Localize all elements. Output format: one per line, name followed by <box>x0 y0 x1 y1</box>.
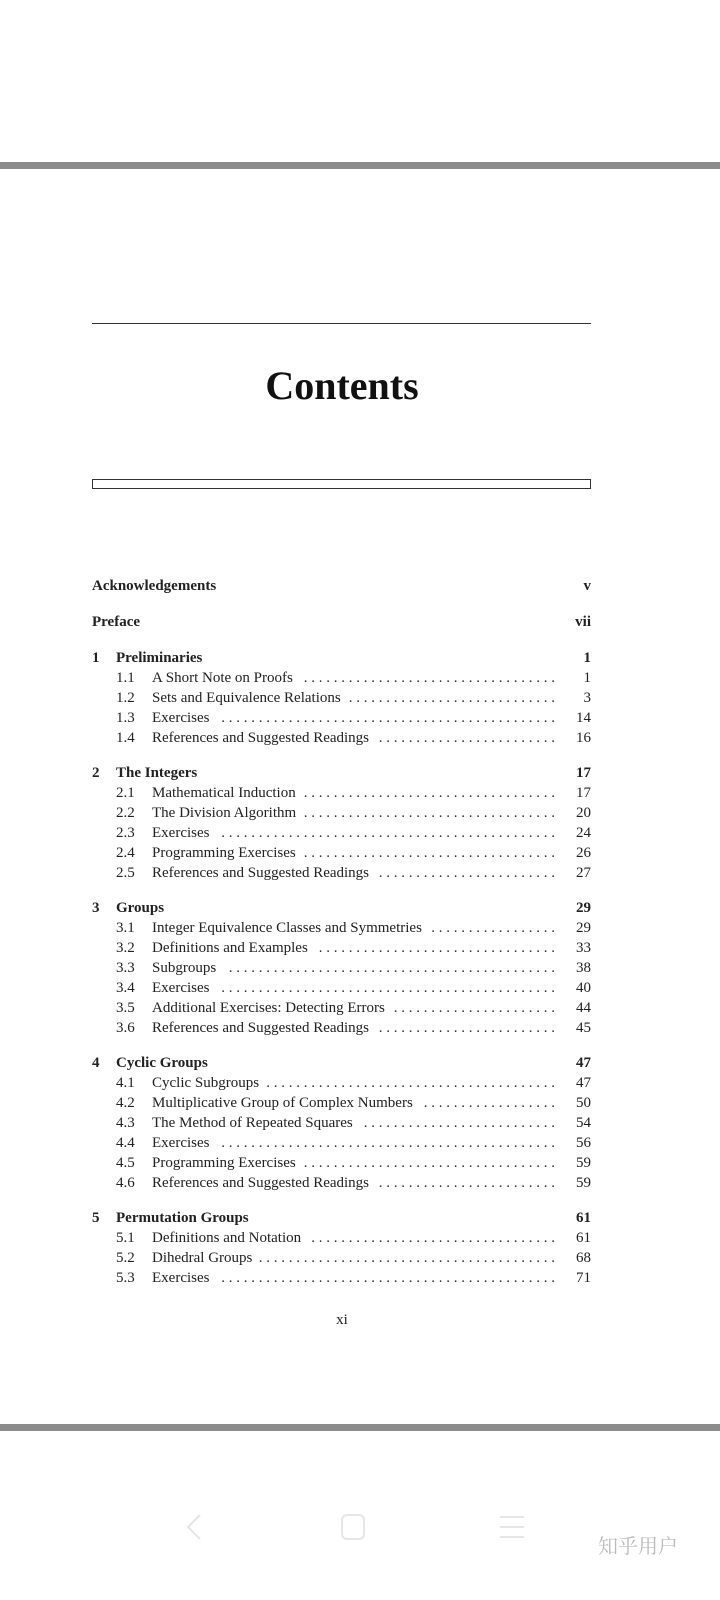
dot-leader: . . . . . . . . . . . . . . . . . . . . . . . . . . . . . . . . . . . . . . . . . . . . . <box>221 980 555 996</box>
toc-section[interactable] <box>92 803 591 823</box>
dot-leader: . . . . . . . . . . . . . . . . . . . . . . . . . . <box>363 1115 555 1131</box>
entry-title: References and Suggested Readings <box>152 1175 370 1191</box>
entry-title: References and Suggested Readings <box>152 865 370 881</box>
entry-number: 4.5 <box>116 1155 135 1171</box>
toc-section[interactable] <box>92 1268 591 1288</box>
entry-page: 68 <box>576 1250 591 1266</box>
entry-title: Permutation Groups <box>116 1210 249 1226</box>
entry-title: The Division Algorithm <box>152 805 297 821</box>
entry-title: Subgroups <box>152 960 217 976</box>
entry-title: Mathematical Induction <box>152 785 296 801</box>
entry-page: 44 <box>576 1000 591 1016</box>
dot-leader: . . . . . . . . . . . . . . . . . . . . . . . . . . . . . . . . . . . . . . . . . . . . . <box>221 710 555 726</box>
dot-leader: . . . . . . . . . . . . . . . . . . . . . . . . . . . . . . . . . . <box>303 1155 555 1171</box>
entry-number: 2.2 <box>116 805 135 821</box>
entry-title: Exercises <box>152 1135 210 1151</box>
entry-number: 3.2 <box>116 940 135 956</box>
entry-page: 47 <box>576 1075 591 1091</box>
entry-number: 3.6 <box>116 1020 135 1036</box>
dot-leader: . . . . . . . . . . . . . . . . . . . . . . . . . . . . <box>348 690 555 706</box>
entry-number: 3 <box>92 900 100 916</box>
entry-page: 56 <box>576 1135 591 1151</box>
dot-leader: . . . . . . . . . . . . . . . . . . . . . . . . . . . . . . . . . . . . . . . . <box>258 1250 555 1266</box>
entry-title: Groups <box>116 900 165 916</box>
toc-section[interactable] <box>92 843 591 863</box>
toc-section[interactable] <box>92 783 591 803</box>
entry-number: 1.2 <box>116 690 135 706</box>
toc-section[interactable] <box>92 668 591 688</box>
entry-page: 61 <box>576 1230 591 1246</box>
entry-page: 50 <box>576 1095 591 1111</box>
entry-page: 59 <box>576 1155 591 1171</box>
entry-title: References and Suggested Readings <box>152 730 370 746</box>
entry-page: 29 <box>576 920 591 936</box>
toc-section[interactable] <box>92 978 591 998</box>
dot-leader: . . . . . . . . . . . . . . . . . . . . . . . . <box>378 730 555 746</box>
entry-number: 4.2 <box>116 1095 135 1111</box>
entry-title: Exercises <box>152 825 210 841</box>
entry-page: 61 <box>576 1210 591 1226</box>
entry-title: Sets and Equivalence Relations <box>152 690 341 706</box>
entry-page: 38 <box>576 960 591 976</box>
entry-page: 3 <box>583 690 591 706</box>
title-box-rule <box>92 479 591 489</box>
dot-leader: . . . . . . . . . . . . . . . . . . . . . . . . <box>378 1020 555 1036</box>
entry-title: Preface <box>92 614 141 630</box>
entry-number: 2.1 <box>116 785 135 801</box>
entry-page: 29 <box>576 900 591 916</box>
entry-page: 40 <box>576 980 591 996</box>
toc-section[interactable] <box>92 1113 591 1133</box>
dot-leader: . . . . . . . . . . . . . . . . . . . . . . . . . . . . . . . . . . . . . . . . . . . . . <box>221 1135 555 1151</box>
entry-number: 2 <box>92 765 100 781</box>
entry-page: 14 <box>576 710 591 726</box>
entry-page: 59 <box>576 1175 591 1191</box>
entry-title: Preliminaries <box>116 650 203 666</box>
entry-title: Cyclic Groups <box>116 1055 208 1071</box>
toc-section[interactable] <box>92 1073 591 1093</box>
entry-number: 3.1 <box>116 920 135 936</box>
entry-page: 16 <box>576 730 591 746</box>
entry-title: The Method of Repeated Squares <box>152 1115 353 1131</box>
dot-leader: . . . . . . . . . . . . . . . . . . . . . . . . . . . . . . . . . . . . . . . . . . . . . <box>221 1270 555 1286</box>
top-rule <box>92 323 591 324</box>
toc-section[interactable] <box>92 863 591 883</box>
entry-page: 47 <box>576 1055 591 1071</box>
entry-page: 24 <box>576 825 591 841</box>
page-number: xi <box>336 1312 348 1328</box>
entry-page: 27 <box>576 865 591 881</box>
entry-number: 4 <box>92 1055 100 1071</box>
entry-title: The Integers <box>116 765 198 781</box>
dot-leader: . . . . . . . . . . . . . . . . . . . . . . . . <box>378 1175 555 1191</box>
entry-number: 4.3 <box>116 1115 135 1131</box>
entry-number: 5.1 <box>116 1230 135 1246</box>
entry-title: References and Suggested Readings <box>152 1020 370 1036</box>
toc-entry-acknowledgements[interactable] <box>92 576 591 596</box>
entry-page: 17 <box>576 765 591 781</box>
entry-number: 5.3 <box>116 1270 135 1286</box>
entry-number: 2.4 <box>116 845 135 861</box>
dot-leader: . . . . . . . . . . . . . . . . . . . . . . . . . . . . . . . . . <box>311 1230 555 1246</box>
dot-leader: . . . . . . . . . . . . . . . . . . . . . . . . . . . . . . . . . . <box>303 670 555 686</box>
dot-leader: . . . . . . . . . . . . . . . . . . . . . . . . . . . . . . . . . . . . . . . . . . . . . <box>221 825 555 841</box>
page-separator-bottom <box>0 1424 720 1431</box>
entry-title: Definitions and Notation <box>152 1230 302 1246</box>
dot-leader: . . . . . . . . . . . . . . . . . . <box>423 1095 555 1111</box>
toc-section[interactable] <box>92 918 591 938</box>
entry-title: Programming Exercises <box>152 1155 296 1171</box>
toc-section[interactable] <box>92 1173 591 1193</box>
toc-section[interactable] <box>92 998 591 1018</box>
entry-title: Integer Equivalence Classes and Symmetries <box>152 920 422 936</box>
watermark: 知乎用户 <box>598 1534 678 1558</box>
entry-page: 17 <box>576 785 591 801</box>
entry-number: 2.5 <box>116 865 135 881</box>
entry-title: Acknowledgements <box>92 578 217 594</box>
entry-page: 26 <box>576 845 591 861</box>
entry-title: Definitions and Examples <box>152 940 308 956</box>
entry-number: 4.1 <box>116 1075 135 1091</box>
toc-section[interactable] <box>92 958 591 978</box>
entry-title: Dihedral Groups <box>152 1250 253 1266</box>
toc-section[interactable] <box>92 1018 591 1038</box>
dot-leader: . . . . . . . . . . . . . . . . . . . . . . . . . . . . . . . . . . <box>303 785 555 801</box>
toc-chapter[interactable] <box>92 648 591 668</box>
entry-number: 1.4 <box>116 730 135 746</box>
entry-number: 4.4 <box>116 1135 135 1151</box>
toc-chapter[interactable] <box>92 763 591 783</box>
toc-chapter[interactable] <box>92 898 591 918</box>
entry-title: Cyclic Subgroups <box>152 1075 260 1091</box>
entry-title: Multiplicative Group of Complex Numbers <box>152 1095 413 1111</box>
entry-page: v <box>583 578 591 594</box>
home-icon[interactable] <box>340 1512 366 1542</box>
entry-number: 3.3 <box>116 960 135 976</box>
toc-section[interactable] <box>92 1248 591 1268</box>
entry-number: 2.3 <box>116 825 135 841</box>
page-separator-top <box>0 162 720 169</box>
toc-section[interactable] <box>92 823 591 843</box>
dot-leader: . . . . . . . . . . . . . . . . . <box>431 920 555 936</box>
menu-icon[interactable] <box>498 1512 526 1542</box>
entry-number: 3.4 <box>116 980 135 996</box>
entry-title: Exercises <box>152 980 210 996</box>
toc-chapter[interactable] <box>92 1208 591 1228</box>
toc-section[interactable] <box>92 708 591 728</box>
toc-section[interactable] <box>92 1093 591 1113</box>
dot-leader: . . . . . . . . . . . . . . . . . . . . . . . . . . . . . . . . . . <box>303 845 555 861</box>
entry-number: 5.2 <box>116 1250 135 1266</box>
page-title: Contents <box>265 363 419 408</box>
entry-page: 54 <box>576 1115 591 1131</box>
entry-title: A Short Note on Proofs <box>152 670 293 686</box>
entry-title: Additional Exercises: Detecting Errors <box>152 1000 385 1016</box>
entry-title: Programming Exercises <box>152 845 296 861</box>
entry-page: 1 <box>583 650 591 666</box>
back-icon[interactable] <box>182 1512 206 1542</box>
toc-section[interactable] <box>92 728 591 748</box>
entry-number: 4.6 <box>116 1175 135 1191</box>
dot-leader: . . . . . . . . . . . . . . . . . . . . . . . . . . . . . . . . . . <box>303 805 555 821</box>
toc-section[interactable] <box>92 688 591 708</box>
toc-entry-preface[interactable] <box>92 612 591 632</box>
entry-page: 1 <box>583 670 591 686</box>
entry-title: Exercises <box>152 710 210 726</box>
entry-number: 5 <box>92 1210 100 1226</box>
toc-section[interactable] <box>92 1153 591 1173</box>
entry-page: 20 <box>576 805 591 821</box>
dot-leader: . . . . . . . . . . . . . . . . . . . . . . . . . . . . . . . . <box>318 940 555 956</box>
entry-page: 45 <box>576 1020 591 1036</box>
entry-number: 1 <box>92 650 100 666</box>
entry-page: 71 <box>576 1270 591 1286</box>
entry-page: vii <box>575 614 591 630</box>
toc-chapter[interactable] <box>92 1053 591 1073</box>
entry-number: 3.5 <box>116 1000 135 1016</box>
entry-page: 33 <box>576 940 591 956</box>
toc-section[interactable] <box>92 938 591 958</box>
toc-section[interactable] <box>92 1133 591 1153</box>
dot-leader: . . . . . . . . . . . . . . . . . . . . . . . . . . . . . . . . . . . . . . . . . . . . <box>228 960 555 976</box>
dot-leader: . . . . . . . . . . . . . . . . . . . . . . . . <box>378 865 555 881</box>
toc-section[interactable] <box>92 1228 591 1248</box>
entry-number: 1.1 <box>116 670 135 686</box>
dot-leader: . . . . . . . . . . . . . . . . . . . . . . <box>393 1000 555 1016</box>
dot-leader: . . . . . . . . . . . . . . . . . . . . . . . . . . . . . . . . . . . . . . . <box>266 1075 555 1091</box>
entry-number: 1.3 <box>116 710 135 726</box>
entry-title: Exercises <box>152 1270 210 1286</box>
